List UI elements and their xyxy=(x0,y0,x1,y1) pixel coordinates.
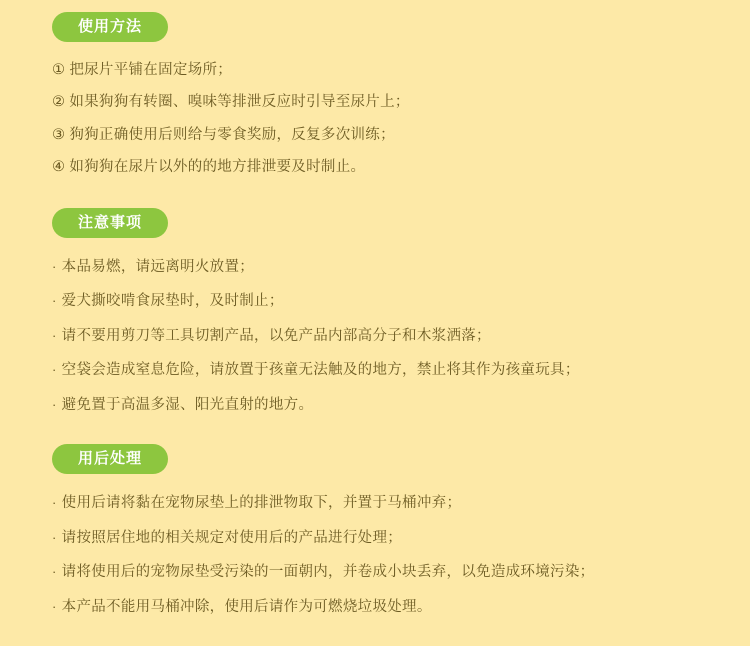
bullet-icon: · xyxy=(52,293,57,309)
bullet-icon: · xyxy=(52,495,57,511)
list-item xyxy=(52,319,728,353)
list-item xyxy=(52,284,728,318)
caution-list xyxy=(22,250,728,422)
section-title-disposal: 用后处理 xyxy=(52,444,168,474)
list-item-text: 请将使用后的宠物尿垫受污染的一面朝内，并卷成小块丢弃，以免造成环境污染； xyxy=(61,564,595,581)
list-item-text: 如狗狗在尿片以外的的地方排泄要及时制止。 xyxy=(69,159,366,176)
list-item-text: 如果狗狗有转圈、嗅味等排泄反应时引导至尿片上； xyxy=(69,94,410,111)
section-title-usage: 使用方法 xyxy=(52,12,168,42)
list-marker: ③ xyxy=(52,126,66,143)
list-item-text: 把尿片平铺在固定场所； xyxy=(69,62,233,78)
bullet-icon: · xyxy=(52,529,57,545)
list-item xyxy=(52,119,728,151)
list-item-text: 爱犬撕咬啃食尿垫时，及时制止； xyxy=(61,293,284,310)
list-item xyxy=(52,86,728,118)
list-item xyxy=(52,388,728,422)
list-item-text: 请按照居住地的相关规定对使用后的产品进行处理； xyxy=(61,529,403,546)
list-item-text: 本产品不能用马桶冲除，使用后请作为可燃烧垃圾处理。 xyxy=(61,598,432,615)
bullet-icon: · xyxy=(52,598,57,614)
disposal-list xyxy=(22,486,728,624)
list-item xyxy=(52,353,728,387)
list-item-text: 空袋会造成窒息危险，请放置于孩童无法触及的地方，禁止将其作为孩童玩具； xyxy=(61,362,580,379)
bullet-icon: · xyxy=(52,258,57,274)
list-item xyxy=(52,54,728,86)
list-item xyxy=(52,250,728,284)
list-marker: ④ xyxy=(52,159,66,176)
list-item xyxy=(52,151,728,183)
list-item-text: 请不要用剪刀等工具切割产品，以免产品内部高分子和木浆洒落； xyxy=(61,327,491,344)
list-item-text: 避免置于高温多湿、阳光直射的地方。 xyxy=(61,396,314,413)
list-marker: ① xyxy=(52,62,66,78)
list-item xyxy=(52,521,728,555)
list-item xyxy=(52,590,728,624)
usage-list xyxy=(22,54,728,184)
section-caution xyxy=(22,208,728,422)
section-title-caution: 注意事项 xyxy=(52,208,168,238)
list-item-text: 本品易燃，请远离明火放置； xyxy=(61,258,255,275)
bullet-icon: · xyxy=(52,362,57,378)
section-disposal xyxy=(22,444,728,624)
list-item-text: 狗狗正确使用后则给与零食奖励，反复多次训练； xyxy=(69,126,395,143)
bullet-icon: · xyxy=(52,564,57,580)
section-usage xyxy=(22,12,728,184)
list-item xyxy=(52,486,728,520)
list-item-text: 使用后请将黏在宠物尿垫上的排泄物取下，并置于马桶冲弃； xyxy=(61,495,462,512)
bullet-icon: · xyxy=(52,396,57,412)
list-item xyxy=(52,555,728,589)
bullet-icon: · xyxy=(52,327,57,343)
list-marker: ② xyxy=(52,94,66,111)
